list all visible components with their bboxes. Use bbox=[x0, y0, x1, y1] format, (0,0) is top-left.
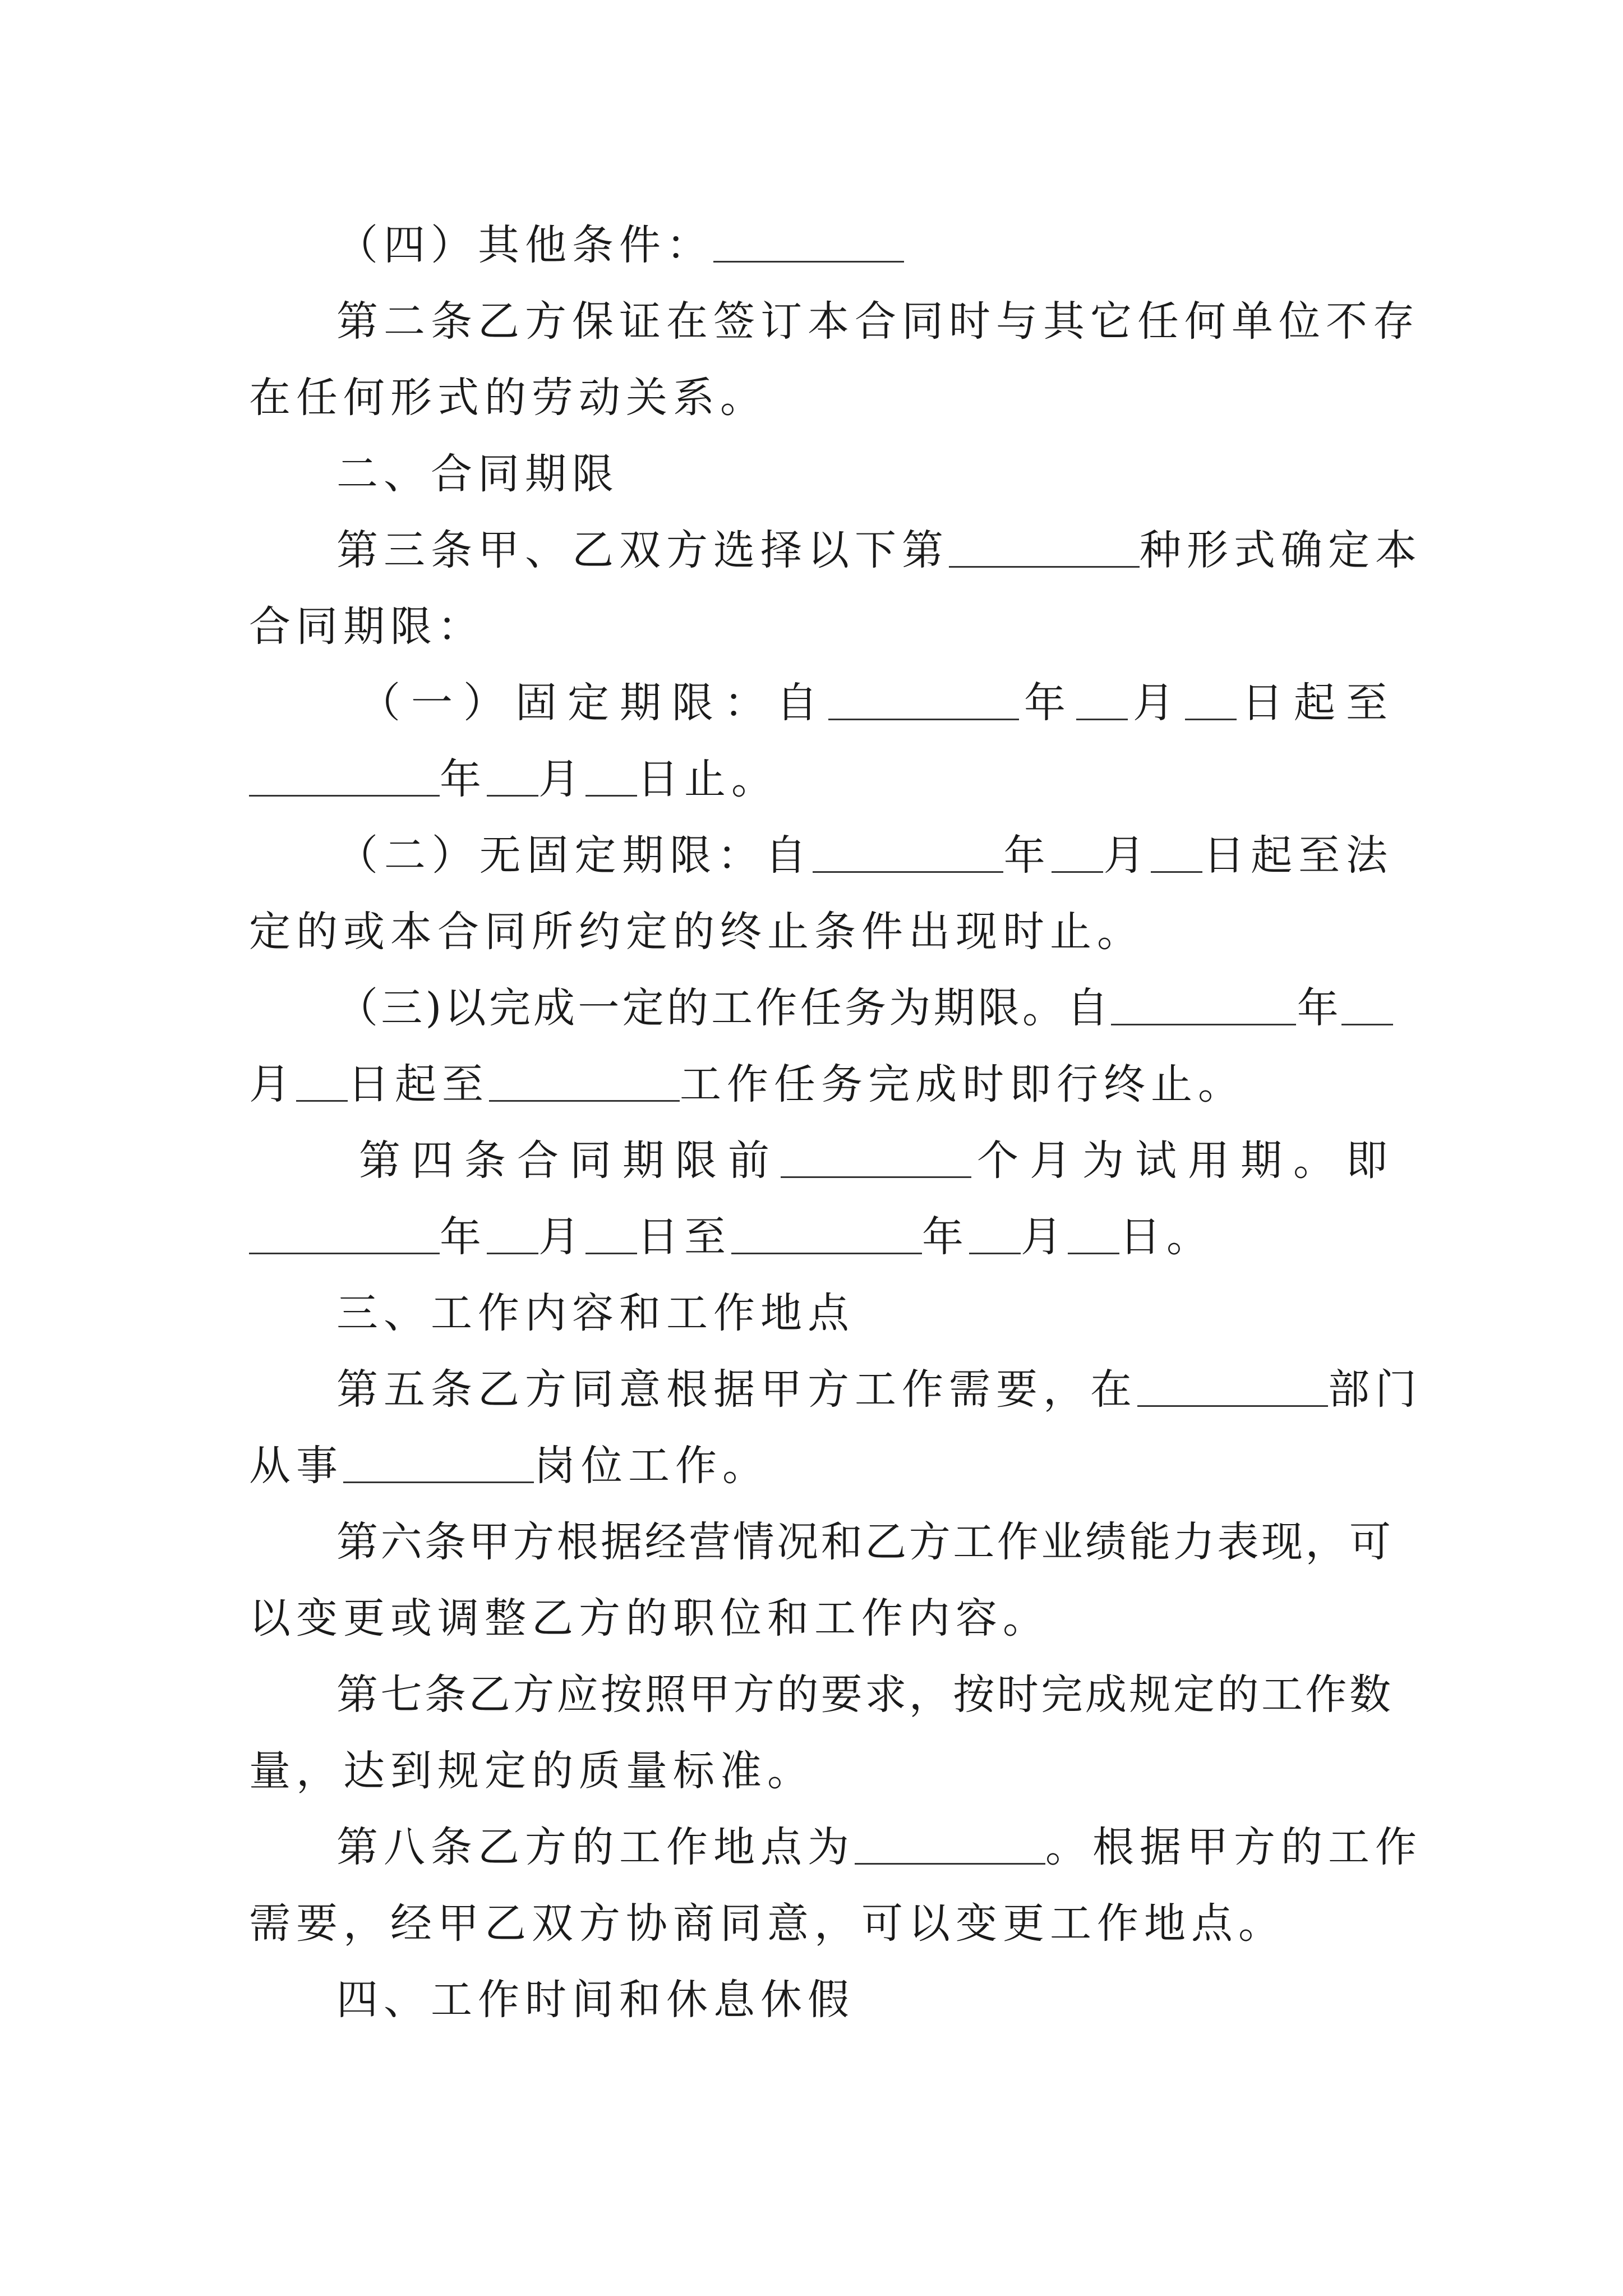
text: 在任何形式的劳动关系。 bbox=[249, 374, 767, 422]
heading-text: 三、工作内容和工作地点 bbox=[336, 1289, 855, 1337]
fill-blank[interactable] bbox=[1052, 836, 1103, 873]
text: 合同期限： bbox=[249, 602, 485, 651]
term-task-line-2 bbox=[249, 1060, 1393, 1108]
article-3-line-2 bbox=[249, 602, 1393, 651]
fill-blank[interactable] bbox=[249, 1218, 440, 1254]
text: 第五条乙方同意根据甲方工作需要，在 bbox=[336, 1365, 1137, 1414]
fill-blank[interactable] bbox=[487, 760, 538, 797]
term-fixed-line-1 bbox=[359, 679, 1393, 727]
section-heading-2 bbox=[336, 450, 1393, 498]
text: 日起至 bbox=[1237, 679, 1393, 727]
article-7-line-1 bbox=[336, 1671, 1393, 1719]
article-5-line-2 bbox=[249, 1442, 1393, 1490]
article-3-line-1 bbox=[336, 526, 1422, 574]
text: （二）无固定期限：自 bbox=[336, 831, 813, 880]
fill-blank[interactable] bbox=[1111, 989, 1296, 1025]
text: 月 bbox=[538, 1213, 585, 1261]
article-6-line-2 bbox=[249, 1594, 1393, 1642]
fill-blank[interactable] bbox=[949, 531, 1140, 568]
term-open-line-2 bbox=[249, 908, 1393, 956]
fill-blank[interactable] bbox=[731, 1218, 922, 1254]
heading-text: 四、工作时间和休息休假 bbox=[336, 1976, 855, 2024]
text: （四）其他条件： bbox=[336, 221, 713, 269]
text: 。根据甲方的工作 bbox=[1045, 1823, 1422, 1871]
fill-blank[interactable] bbox=[585, 760, 637, 797]
term-task-line-1 bbox=[336, 984, 1393, 1032]
fill-blank[interactable] bbox=[855, 1828, 1045, 1865]
fill-blank[interactable] bbox=[713, 226, 904, 263]
article-7-line-2 bbox=[249, 1747, 1393, 1795]
article-4-line-2 bbox=[249, 1213, 1393, 1261]
fill-blank[interactable] bbox=[487, 1218, 538, 1254]
text: 年 bbox=[922, 1213, 969, 1261]
text: 日起至法 bbox=[1202, 831, 1394, 880]
fill-blank[interactable] bbox=[489, 1065, 680, 1102]
text: 月 bbox=[1021, 1213, 1068, 1261]
text: 岗位工作。 bbox=[534, 1442, 769, 1490]
article-4-line-1 bbox=[359, 1137, 1393, 1185]
text: 日。 bbox=[1119, 1213, 1214, 1261]
text: （一）固定期限：自 bbox=[359, 679, 828, 727]
text: 日止。 bbox=[637, 755, 778, 803]
text: 第四条合同期限前 bbox=[359, 1137, 781, 1185]
fill-blank[interactable] bbox=[1341, 989, 1393, 1025]
article-8-line-2 bbox=[249, 1899, 1393, 1948]
text: 第二条乙方保证在签订本合同时与其它任何单位不存 bbox=[336, 297, 1420, 346]
article-6-line-1 bbox=[336, 1518, 1393, 1566]
text: 量，达到规定的质量标准。 bbox=[249, 1747, 814, 1795]
fill-blank[interactable] bbox=[1068, 1218, 1119, 1254]
article-5-line-1 bbox=[336, 1365, 1422, 1414]
text: 年 bbox=[1003, 831, 1052, 880]
fill-blank[interactable] bbox=[828, 684, 1019, 720]
text: 月 bbox=[1128, 679, 1185, 727]
text: 定的或本合同所约定的终止条件出现时止。 bbox=[249, 908, 1144, 956]
text: 部门 bbox=[1328, 1365, 1422, 1414]
fill-blank[interactable] bbox=[1185, 684, 1237, 720]
text: 从事 bbox=[249, 1442, 343, 1490]
text: 第六条甲方根据经营情况和乙方工作业绩能力表现，可 bbox=[336, 1518, 1393, 1566]
fill-blank[interactable] bbox=[1137, 1370, 1328, 1407]
fill-blank[interactable] bbox=[969, 1218, 1021, 1254]
heading-text: 二、合同期限 bbox=[336, 450, 619, 498]
text: 日起至 bbox=[348, 1060, 489, 1108]
article-8-line-1 bbox=[336, 1823, 1422, 1871]
text: 第三条甲、乙双方选择以下第 bbox=[336, 526, 949, 574]
text: 年 bbox=[1296, 984, 1341, 1032]
text: 日至 bbox=[637, 1213, 731, 1261]
term-open-line-1 bbox=[336, 831, 1394, 880]
fill-blank[interactable] bbox=[1076, 684, 1128, 720]
term-fixed-line-2 bbox=[249, 755, 1393, 803]
text: 第七条乙方应按照甲方的要求，按时完成规定的工作数 bbox=[336, 1671, 1393, 1719]
fill-blank[interactable] bbox=[343, 1447, 534, 1483]
text: 年 bbox=[440, 755, 487, 803]
text: 以变更或调整乙方的职位和工作内容。 bbox=[249, 1594, 1050, 1642]
text: 种形式确定本 bbox=[1140, 526, 1422, 574]
text: 需要，经甲乙双方协商同意，可以变更工作地点。 bbox=[249, 1899, 1285, 1948]
section-heading-3 bbox=[336, 1289, 1393, 1337]
text: 年 bbox=[1019, 679, 1076, 727]
text: 个月为试用期。即 bbox=[971, 1137, 1393, 1185]
fill-blank[interactable] bbox=[249, 760, 440, 797]
text: 月 bbox=[1103, 831, 1151, 880]
text: 月 bbox=[538, 755, 585, 803]
section-heading-4 bbox=[336, 1976, 1393, 2024]
fill-blank[interactable] bbox=[781, 1142, 971, 1178]
text: 年 bbox=[440, 1213, 487, 1261]
text: （三)以完成一定的工作任务为期限。自 bbox=[336, 984, 1112, 1032]
text: 第八条乙方的工作地点为 bbox=[336, 1823, 855, 1871]
text: 工作任务完成时即行终止。 bbox=[680, 1060, 1245, 1108]
fill-blank[interactable] bbox=[296, 1065, 348, 1102]
fill-blank[interactable] bbox=[813, 836, 1003, 873]
text: 月 bbox=[249, 1060, 296, 1108]
article-2-line-2 bbox=[249, 374, 1393, 422]
fill-blank[interactable] bbox=[1151, 836, 1202, 873]
fill-blank[interactable] bbox=[585, 1218, 637, 1254]
article-2-line-1 bbox=[336, 297, 1420, 346]
clause-other-conditions bbox=[336, 221, 1393, 269]
